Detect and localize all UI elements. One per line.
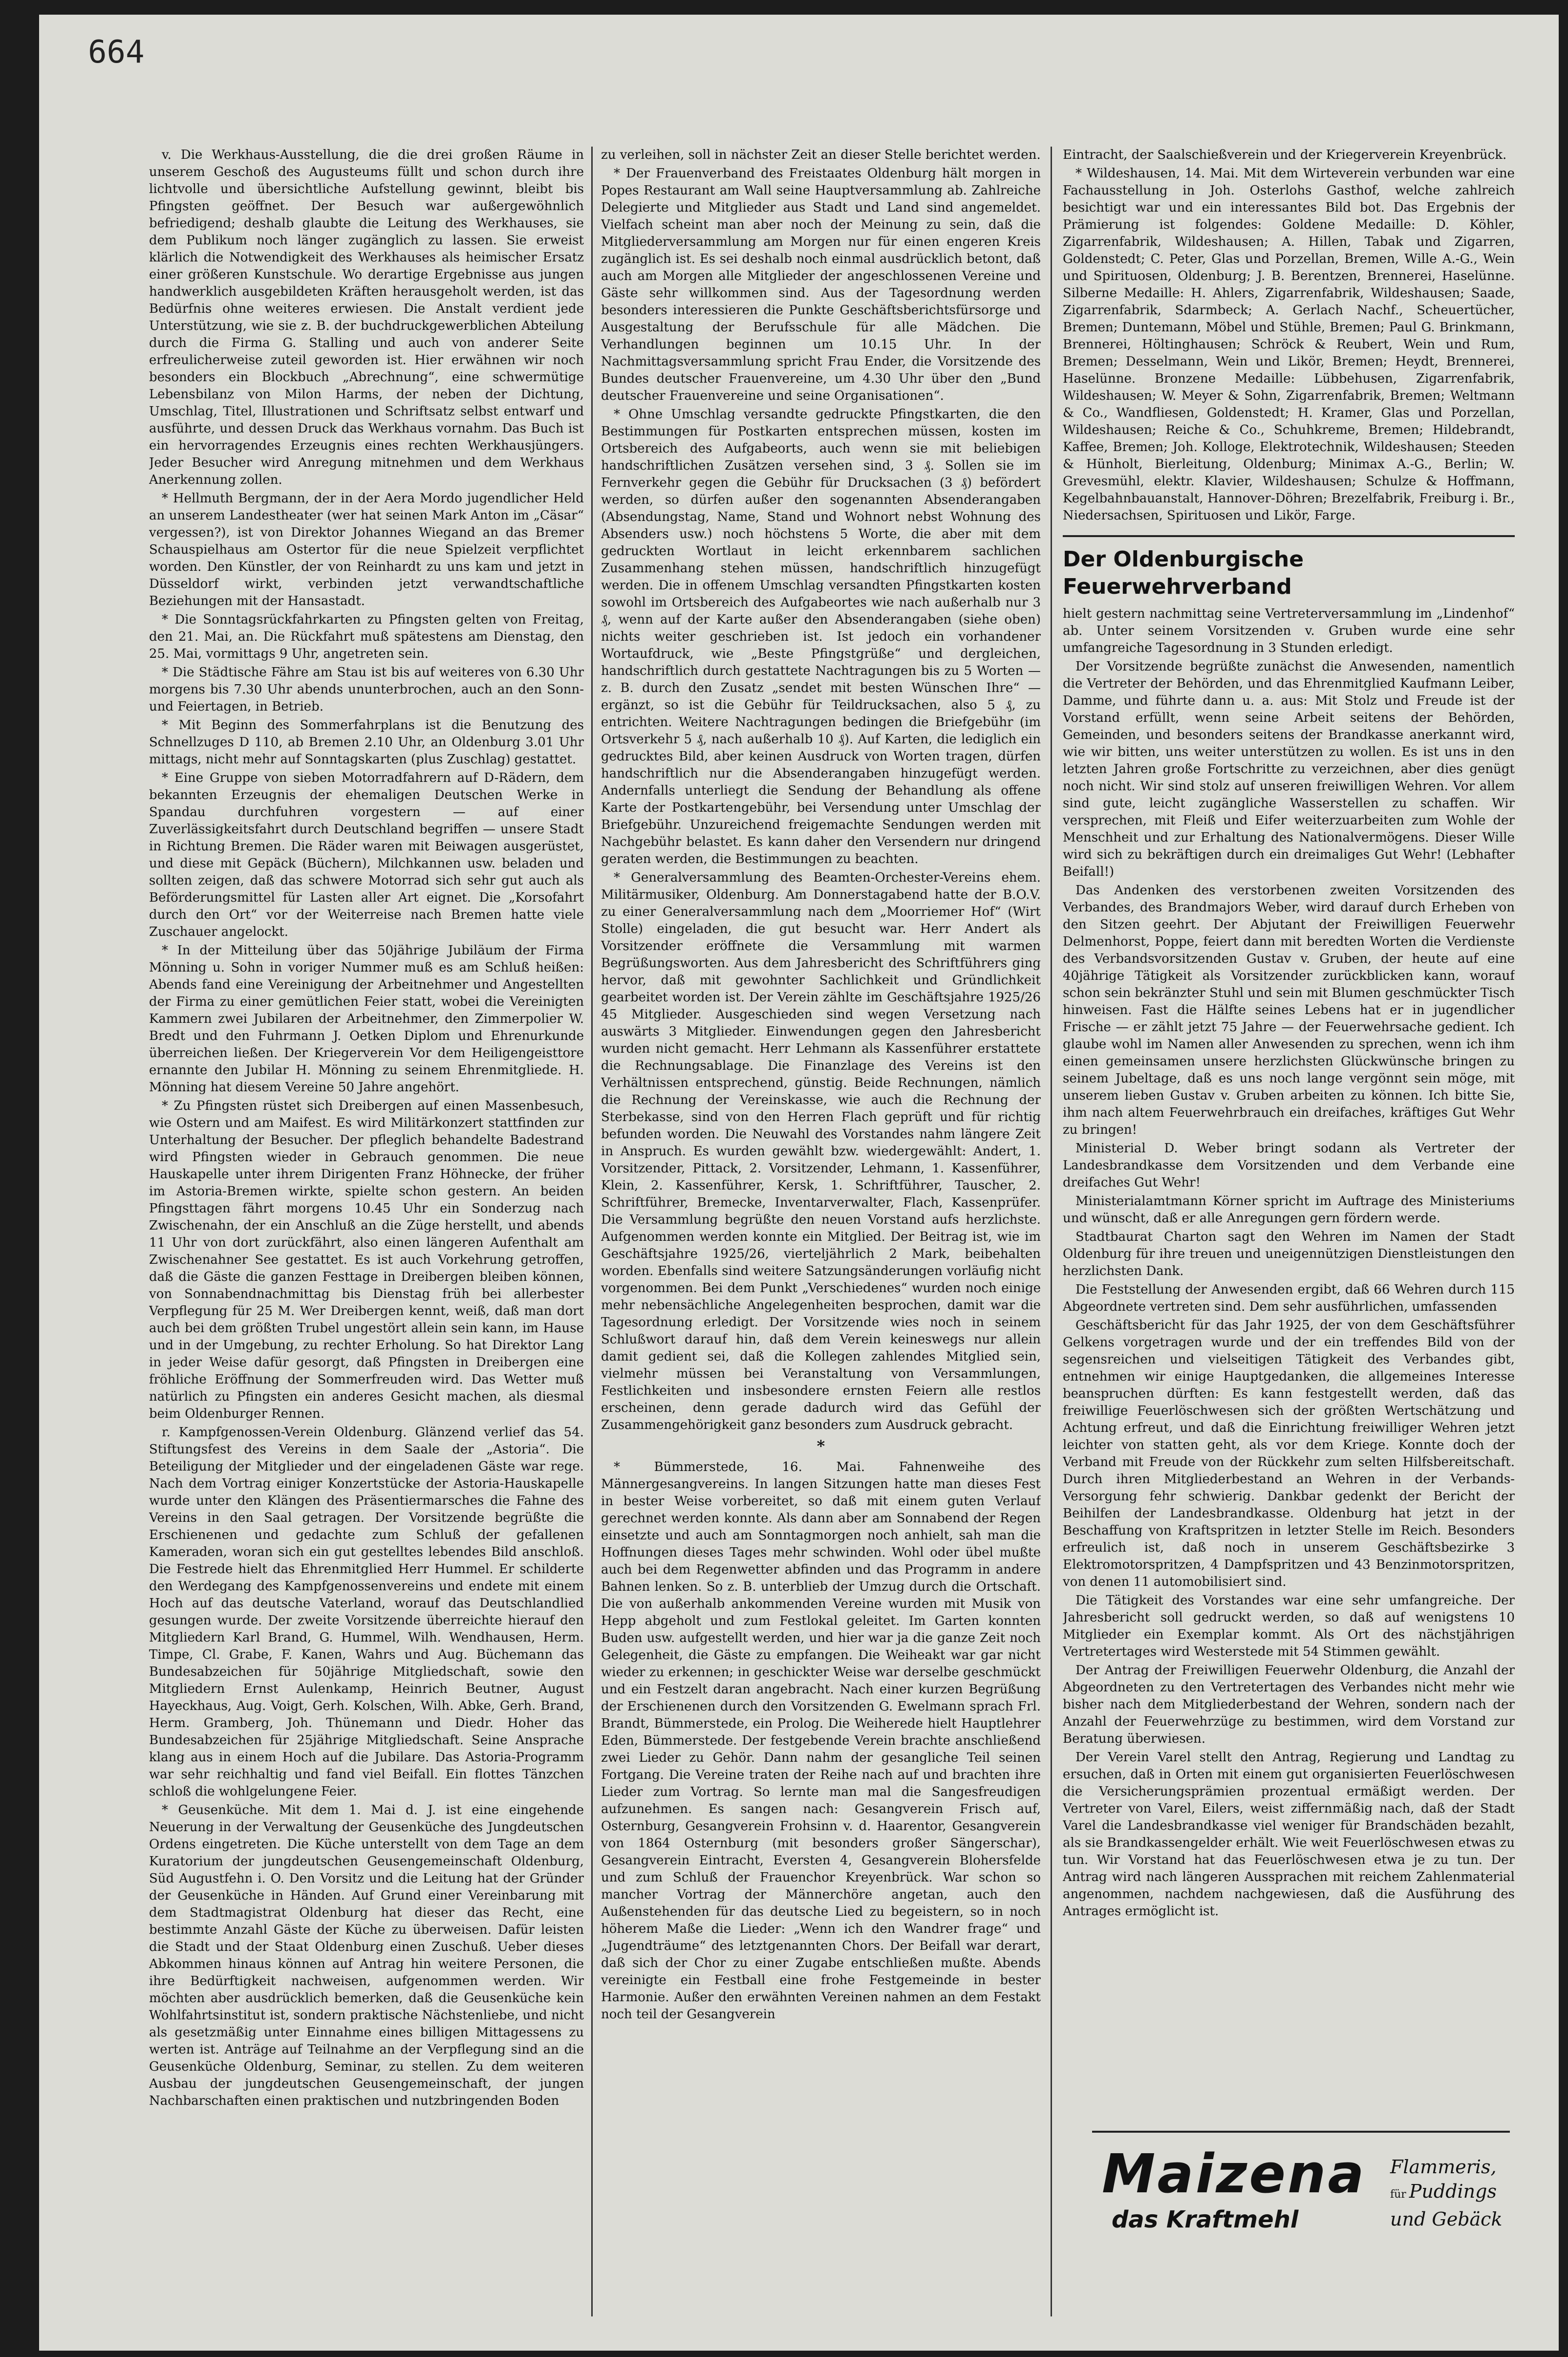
article-orchester-verein: * Generalversammlung des Beamten-Orchester-Vereins ehem. Militärmusiker, Oldenburg. Am Donnerstagabend hatte der B.O.V. zu einer Generalversammlung nach dem „Moorriemer Hof“ (Wirt Stolle) eingeladen, die gut besucht war. Herr Andert als Vorsitzender eröffnete die Versammlung mit warmen Begrüßungsworten. Aus dem Jahresbericht des Schriftführers ging hervor, daß mit gewohnter Sachlichkeit und Gründlichkeit gearbeitet worden ist. Der Verein zählte im Geschäftsjahre 1925/26 45 Mitglieder. Ausgeschieden sind wegen Versetzung nach auswärts 3 Mitglieder. Einwendungen gegen den Jahresbericht wurden nicht gemacht. Herr Lehmann als Kassenführer erstattete die Rechnungsablage. Die Finanzlage des Vereins ist den Verhältnissen entsprechend, günstig. Beide Rechnungen, nämlich die Rechnung der Vereinskasse, wie auch die Rechnung der Sterbekasse, sind von den Herren Flach geprüft und für richtig befunden worden. Die Neuwahl des Vorstandes nahm längere Zeit in Anspruch. Es wurden gewählt bzw. wiedergewählt: Andert, 1. Vorsitzender, Pittack, 2. Vorsitzender, Lehmann, 1. Kassenführer, Klein, 2. Kassenführer, Kersk, 1. Schriftführer, Tauscher, 2. Schriftführer, Bremecke, Inventarverwalter, Flach, Kassenprüfer. Die Versammlung begrüßte den neuen Vorstand aufs herzlichste. Aufgenommen werden konnte ein Mitglied. Der Beitrag ist, wie im Geschäftsjahre 1925/26, vierteljährlich 2 Mark, beibehalten worden. Ebenfalls sind weitere Satzungsänderungen vorläufig nicht vorgenommen. Bei dem Punkt „Verschiedenes“ wurden noch einige mehr nebensächliche Angelegenheiten besprochen, damit war die Tagesordnung erledigt. Der Vorsitzende wies noch in seinem Schlußwort darauf hin, daß dem Verein keineswegs nur allein damit gedient sei, daß die Kollegen zahlendes Mitglied sein, vielmehr müssen bei Veranstaltung von Versammlungen, Festlichkeiten und insbesondere ernsten Feiern alle restlos erscheinen, denn gerade dadurch wird das Gefühl der Zusammengehörigkeit ganz besonders zum Ausdruck gebracht. <box>601 870 1041 1432</box>
ad-product-3: und Gebäck <box>1390 2208 1503 2230</box>
feuerwehr-paragraph: Der Verein Varel stellt den Antrag, Regierung und Landtag zu ersuchen, daß in Orten mit einem gut organisierten Feuerlöschwesen die Versicherungsprämien prozentual ermäßigt werden. Der Vertreter von Varel, Eilers, weist ziffernmäßig nach, daß der Stadt Varel die Landesbrandkasse viel weniger für Brandschäden bezahlt, als sie Brandkassengelder erhält. Wie weit Feuerlöschwesen etwas zu tun. Wir Vorstand hat das Feuerlöschwesen etwa je zu tun. Der Antrag wird nach längeren Aussprachen mit reichem Zahlenmaterial angenommen, nachdem nachgewiesen, daß die Ausführung des Antrages ermöglicht ist. <box>1063 1750 1515 1919</box>
article-rueckfahrkarten: * Die Sonntagsrückfahrkarten zu Pfingsten gelten von Freitag, den 21. Mai, an. Die Rückfahrt muß spätestens am Dienstag, den 25. Mai, vormittags 9 Uhr, angetreten sein. <box>149 612 584 661</box>
article-buemmerstede: * Bümmerstede, 16. Mai. Fahnenweihe des Männergesangvereins. In langen Sitzungen hatte man dieses Fest in bester Weise vorbereitet, so daß mit einem guten Verlauf gerechnet werden konnte. Als dann aber am Sonnabend der Regen einsetzte und auch am Sonntagmorgen noch anhielt, sah man die Hoffnungen dieses Tages mehr schwinden. Wohl oder übel mußte auch bei dem Regenwetter abfinden und das Programm in andere Bahnen lenken. So z. B. unterblieb der Umzug durch die Ortschaft. Die von außerhalb ankommenden Vereine wurden mit Musik von Hepp abgeholt und zum Festlokal geleitet. Im Garten konnten Buden usw. aufgestellt werden, und hier war ja die ganze Zeit noch Gelegenheit, die Gäste zu empfangen. Die Weiheakt war gar nicht wieder zu erkennen; in geschickter Weise war derselbe geschmückt und ein Festzelt daran angebracht. Nach einer kurzen Begrüßung der Erschienenen durch den Vorsitzenden G. Ewelmann sprach Frl. Brandt, Bümmerstede, ein Prolog. Die Weiherede hielt Hauptlehrer Eden, Bümmerstede. Der festgebende Verein brachte anschließend zwei Lieder zu Gehör. Dann nahm der gesangliche Teil seinen Fortgang. Die Vereine traten der Reihe nach auf und brachten ihre Lieder zum Vortrag. So lernte man mal die Sangesfreudigen aufzunehmen. Es sangen nach: Gesangverein Frisch auf, Osternburg, Gesangverein Frohsinn v. d. Haarentor, Gesangverein von 1864 Osternburg (mit besonders großer Sängerschar), Gesangverein Eintracht, Eversten 4, Gesangverein Blohersfelde und zum Schluß der Frauenchor Kreyenbrück. War schon so mancher Vortrag der Männerchöre angetan, auch den Außenstehenden für das deutsche Lied zu begeistern, so in noch höherem Maße die Lieder: „Wenn ich den Wandrer frage“ und „Jugendträume“ des letztgenannten Chors. Der Beifall war derart, daß sich der Chor zu einer Zugabe entschließen mußte. Abends vereinigte ein Festball eine frohe Festgemeinde in bester Harmonie. Außer den erwähnten Vereinen nahmen an dem Festakt noch teil der Gesangverein <box>601 1460 1041 2022</box>
maizena-advertisement <box>1092 2131 1510 2260</box>
column-right <box>1063 147 1515 2336</box>
feuerwehr-intro: hielt gestern nachmittag seine Vertreterversammlung im „Lindenhof“ ab. Unter seinem Vorsitzenden v. Gruben wurde eine sehr umfangreiche Tagesordnung in 3 Stunden erledigt. <box>1063 606 1515 655</box>
feuerwehr-paragraph: Das Andenken des verstorbenen zweiten Vorsitzenden des Verbandes, des Brandmajors Weber, wird darauf durch Erheben von den Sitzen geehrt. Der Abjutant der Freiwilligen Feuerwehr Delmenhorst, Poppe, feiert dann mit beredten Worten die Verdienste des Verbandsvorsitzenden Gustav v. Gruben, der heute auf eine 40jährige Tätigkeit als Vorsitzender zurückblicken kann, worauf schon sein bekränzter Stuhl und sein mit Blumen geschmückter Tisch hinweisen. Fast die Hälfte seines Lebens hat er in jugendlicher Frische — er zählt jetzt 75 Jahre — der Feuerwehrsache gedient. Ich glaube wohl im Namen aller Anwesenden zu sprechen, wenn ich ihm einen gemeinsamen unsere herzlichsten Glückwünsche bringen zu seinem Jubeltage, daß es uns noch lange vergönnt sein möge, mit unserem lieben Gustav v. Gruben arbeiten zu können. Ich bitte Sie, ihm nach altem Feuerwehrbrauch ein dreifaches, kräftiges Gut Wehr zu bringen! <box>1063 883 1515 1137</box>
ad-brand-name: Maizena <box>1102 2142 1366 2205</box>
page-number: 664 <box>88 34 145 70</box>
feuerwehr-paragraph: Der Antrag der Freiwilligen Feuerwehr Oldenburg, die Anzahl der Abgeordneten zu den Vertretertagen des Verbandes nicht mehr wie bisher nach dem Mitgliederbestand der Wehren, sondern nach der Anzahl der Feuerwehrzüge zu bestimmen, wird dem Vorstand zur Beratung überwiesen. <box>1063 1663 1515 1746</box>
article-werkhaus: v. Die Werkhaus-Ausstellung, die die drei großen Räume in unserem Geschoß des Augusteums füllt und schon durch ihre lichtvolle und übersichtliche Aufstellung gewinnt, bleibt bis Pfingsten geöffnet. Der Besuch war außergewöhnlich befriedigend; deshalb glaubte die Leitung des Werkhauses, sie dem Publikum noch länger zugänglich zu lassen. Sie erweist klärlich die Notwendigkeit des Werkhauses als heimischer Ersatz einer größeren Kunstschule. Wo derartige Ergebnisse aus jungen handwerklich ausgebildeten Kräften herausgeholt werden, ist das Bedürfnis ohne weiteres erwiesen. Die Anstalt verdient jede Unterstützung, wie sie z. B. der buchdruckgewerblichen Abteilung durch die Firma G. Stalling und auch von anderer Seite erfreulicherweise zuteil geworden ist. Hier erwähnen wir noch besonders ein Blockbuch „Abrechnung“, eine schwermütige Lebensbilanz von Milon Harms, der neben der Dichtung, Umschlag, Titel, Illustrationen und Schriftsatz selbst entwarf und ausführte, und dessen Druck das Werkhaus vornahm. Das Buch ist ein hervorragendes Erzeugnis eines rechten Werkhausjüngers. Jeder Besucher wird Anregung mitnehmen und dem Werkhaus Anerkennung zollen. <box>149 148 584 487</box>
article-kampfgenossen: r. Kampfgenossen-Verein Oldenburg. Glänzend verlief das 54. Stiftungsfest des Vereins in dem Saale der „Astoria“. Die Beteiligung der Mitglieder und der eingeladenen Gäste war rege. Nach dem Vortrag einiger Konzertstücke der Astoria-Hauskapelle wurde unter den Klängen des Präsentiermarsches die Fahne des Vereins in den Saal getragen. Der Vorsitzende begrüßte die Erschienenen und gedachte zum Schluß der gefallenen Kameraden, woran sich ein gut gestelltes lebendes Bild anschloß. Die Festrede hielt das Ehrenmitglied Herr Hummel. Er schilderte den Werdegang des Kampfgenossenvereins und endete mit einem Hoch auf das deutsche Vaterland, worauf das Deutschlandlied gesungen wurde. Der zweite Vorsitzende überreichte hierauf den Mitgliedern Karl Brand, G. Hummel, Wilh. Wendhausen, Herm. Timpe, Cl. Grabe, F. Kanen, Wahrs und Aug. Büchemann das Bundesabzeichen für 50jährige Mitgliedschaft, sowie den Mitgliedern Ernst Aulenkamp, Heinrich Beutner, August Hayeckhaus, Aug. Voigt, Gerh. Kolschen, Wilh. Abke, Gerh. Brand, Herm. Gramberg, Joh. Thünemann und Diedr. Hoher das Bundesabzeichen für 25jährige Mitgliedschaft. Seine Ansprache klang aus in einem Hoch auf die Jubilare. Das Astoria-Programm war sehr reichhaltig und fand viel Beifall. Ein flottes Tänzchen schloß die wohlgelungene Feier. <box>149 1425 584 1799</box>
ad-tagline: das Kraftmehl <box>1112 2206 1299 2233</box>
article-bergmann: * Hellmuth Bergmann, der in der Aera Mordo jugendlicher Held an unserem Landestheater (wer hat seinen Mark Anton im „Cäsar“ vergessen?), ist von Direktor Johannes Wiegand an das Bremer Schauspielhaus am Ostertor für die neue Spielzeit verpflichtet worden. Den Künstler, der von Reinhardt zu uns kam und jetzt in Düsseldorf wirkt, verbinden jetzt verwandtschaftliche Beziehungen mit der Hansastadt. <box>149 491 584 608</box>
column-left <box>149 147 584 2336</box>
feuerwehr-paragraph: Die Feststellung der Anwesenden ergibt, daß 66 Wehren durch 115 Abgeordnete vertreten sind. Dem sehr ausführlichen, umfassenden <box>1063 1282 1515 1314</box>
article-kreyenbrueck-end: Eintracht, der Saalschießverein und der Kriegerverein Kreyenbrück. <box>1063 148 1507 162</box>
ad-small-word: für <box>1390 2188 1406 2201</box>
article-motorradfahrer: * Eine Gruppe von sieben Motorradfahrern auf D-Rädern, dem bekannten Erzeugnis der ehemaligen Deutschen Werke in Spandau durchfuhren vorgestern — auf einer Zuverlässigkeitsfahrt durch Deutschland begriffen — unsere Stadt in Richtung Bremen. Die Räder waren mit Beiwagen ausgerüstet, und diese mit Gepäck (Büchern), Milchkannen usw. beladen und sollten zeigen, daß das schwere Motorrad sich sehr gut auch als Beförderungsmittel für Lasten aller Art eignet. Die „Korsofahrt durch den Ort“ vor der Weiterreise nach Bremen hatte viele Zuschauer angelockt. <box>149 771 584 939</box>
ad-product-1: Flammeris, <box>1390 2156 1497 2178</box>
column-middle <box>601 147 1041 2336</box>
feuerwehr-paragraph: Geschäftsbericht für das Jahr 1925, der von dem Geschäftsführer Gelkens vorgetragen wurde und der ein treffendes Bild von der segensreichen und vielseitigen Tätigkeit des Verbandes gibt, entnehmen wir einige Hauptgedanken, die allgemeines Interesse beanspruchen dürften: Es kann festgestellt werden, daß das freiwillige Feuerlöschwesen sich der größten Wertschätzung und Achtung erfreut, und daß die Einrichtung freiwilliger Wehren jetzt leichter von statten geht, als vor dem Kriege. Konnte doch der Verband mit Freude von der Rückkehr zum selten Hilfsbereitschaft. Durch ihren Mitgliederbestand an Wehren in der Verbands- Versorgung fehr schwierig. Dankbar gedenkt der Bericht der Beihilfen der Landesbrandkasse. Oldenburg hat jetzt in der Beschaffung von Kraftspritzen in letzter Stelle im Reich. Besonders erfreulich ist, daß noch in unserem Geschäftsbezirke 3 Elektromotorspritzen, 4 Dampfspritzen und 43 Benzinmotorspritzen, von denen 11 automobilisiert sind. <box>1063 1318 1515 1589</box>
article-moenning: * In der Mitteilung über das 50jährige Jubiläum der Firma Mönning u. Sohn in voriger Nummer muß es am Schluß heißen: Abends fand eine Vereinigung der Arbeitnehmer und Angestellten der Firma zu einer gemütlichen Feier statt, wobei die Vereinigten Kammern zwei Jubilaren der Arbeitnehmer, den Zimmerpolier W. Bredt und den Fuhrmann J. Oetken Diplom und Ehrenurkunde überreichen ließen. Der Kriegerverein Vor dem Heiligengeisttore ernannte den Jubilar H. Mönning zu seinem Ehrenmitgliede. H. Mönning hat diesem Vereine 50 Jahre angehört. <box>149 943 584 1095</box>
ad-product-2-line <box>1390 2179 1502 2207</box>
article-faehre: * Die Städtische Fähre am Stau ist bis auf weiteres von 6.30 Uhr morgens bis 7.30 Uhr abends ununterbrochen, auch an den Sonn- und Feiertagen, in Betrieb. <box>149 665 584 714</box>
feuerwehr-headline: Der Oldenburgische Feuerwehrverband <box>1063 535 1515 601</box>
article-sommerfahrplan: * Mit Beginn des Sommerfahrplans ist die Benutzung des Schnellzuges D 110, ab Bremen 2.10 Uhr, an Oldenburg 3.01 Uhr mittags, nicht mehr auf Sonntagskarten (plus Zuschlag) gestattet. <box>149 718 584 767</box>
feuerwehr-paragraph: Die Tätigkeit des Vorstandes war eine sehr umfangreiche. Der Jahresbericht soll gedruckt werden, so daß auf wenigstens 10 Mitglieder ein Exemplar kommt. Als Ort des nächstjährigen Vertretertages wird Westerstede mit 54 Stimmen gewählt. <box>1063 1593 1515 1659</box>
article-dreibergen: * Zu Pfingsten rüstet sich Dreibergen auf einen Massenbesuch, wie Ostern und am Maifest. Es wird Militärkonzert stattfinden zur Unterhaltung der Besucher. Der pfleglich behandelte Badestrand wird Pfingsten wieder in Gebrauch genommen. Die neue Hauskapelle unter ihrem Dirigenten Franz Höhnecke, der früher im Astoria-Bremen wirkte, spielte schon gestern. An beiden Pfingsttagen fährt morgens 10.45 Uhr ein Sonderzug nach Zwischenahn, der ein Anschluß an die Züge herstellt, und abends 11 Uhr von dort zurückfährt, also einen längeren Aufenthalt am Zwischenahner See gestattet. Es ist auch Vorkehrung getroffen, daß die Gäste die ganzen Festtage in Dreibergen bleiben können, von Sonnabendnachmittag bis Dienstag früh bei allerbester Verpflegung für 25 M. Wer Dreibergen kennt, weiß, daß man dort auch bei dem größten Trubel ungestört allein sein kann, im Hause und in der Umgebung, zu rechter Erholung. So hat Direktor Lang in jeder Weise dafür gesorgt, daß Pfingsten in Dreibergen eine fröhliche Eröffnung der Sommerfreuden wird. Das Wetter muß natürlich zu Pfingsten ein anderes Gesicht machen, als diesmal beim Oldenburger Rennen. <box>149 1099 584 1421</box>
feuerwehr-paragraph: Der Vorsitzende begrüßte zunächst die Anwesenden, namentlich die Vertreter der Behörden, und das Ehrenmitglied Kaufmann Leiber, Damme, und führte dann u. a. aus: Mit Stolz und Freude ist der Vorstand erfüllt, wenn seine Arbeit seitens der Behörden, Gemeinden, und besonders seitens der Brandkasse anerkannt wird, wie wir bitten, uns weiter unterstützen zu wollen. Es ist uns in den letzten Jahren große Fortschritte zu verzeichnen, aber dies genügt noch nicht. Wir sind stolz auf unseren freiwilligen Wehren. Vor allem sind gute, leicht zugängliche Wasserstellen zu schaffen. Wir versprechen, mit Fleiß und Eifer weiterzuarbeiten zum Wohle der Menschheit und zur Erhaltung des Nationalvermögens. Dieser Wille wird sich zu bekräftigen durch ein dreimaliges Gut Wehr! (Lebhafter Beifall!) <box>1063 659 1515 879</box>
article-wildeshausen: * Wildeshausen, 14. Mai. Mit dem Wirteverein verbunden war eine Fachausstellung in Joh. Osterlohs Gasthof, welche zahlreich besichtigt war und ein interessantes Bild bot. Das Ergebnis der Prämierung ist folgendes: Goldene Medaille: D. Köhler, Zigarrenfabrik, Wildeshausen; A. Hillen, Tabak und Zigarren, Goldenstedt; C. Peter, Glas und Porzellan, Bremen, Wille A.-G., Wein und Spirituosen, Oldenburg; J. B. Berentzen, Brennerei, Haselünne. Silberne Medaille: H. Ahlers, Zigarrenfabrik, Wildeshausen; Saade, Zigarrenfabrik, Sdarmbeck; A. Gerlach Nachf., Scheuertücher, Bremen; Duntemann, Möbel und Stühle, Bremen; Paul G. Brinkmann, Brennerei, Höltinghausen; Schröck & Reubert, Wein und Rum, Bremen; Desselmann, Wein und Likör, Bremen; Heydt, Brennerei, Haselünne. Bronzene Medaille: Lübbehusen, Zigarrenfabrik, Wildeshausen; W. Meyer & Sohn, Zigarrenfabrik, Bremen; Weltmann & Co., Wandfliesen, Goldenstedt; H. Kramer, Glas und Porzellan, Wildeshausen; Reiche & Co., Schuhkreme, Bremen; Hildebrandt, Kaffee, Bremen; Joh. Kolloge, Elektrotechnik, Wildeshausen; Steeden & Hünholt, Bierleitung, Oldenburg; Minimax A.-G., Berlin; W. Grevesmühl, elektr. Klavier, Wildeshausen; Schulze & Hoffmann, Kegelbahnbauanstalt, Hannover-Döhren; Brezelfabrik, Freiburg i. Br., Niedersachsen, Spirituosen und Likör, Farge. <box>1063 166 1515 523</box>
feuerwehr-paragraph: Stadtbaurat Charton sagt den Wehren im Namen der Stadt Oldenburg für ihre treuen und uneigennützigen Dienstleistungen den herzlichsten Dank. <box>1063 1230 1515 1278</box>
column-rule-left <box>591 147 593 2316</box>
feuerwehr-paragraph: Ministerialamtmann Körner spricht im Auftrage des Ministeriums und wünscht, daß er alle Anregungen gern fördern werde. <box>1063 1194 1515 1226</box>
column-rule-right <box>1051 147 1052 2316</box>
newspaper-page <box>39 15 1559 2351</box>
article-continuation: zu verleihen, soll in nächster Zeit an dieser Stelle berichtet werden. <box>601 148 1041 162</box>
ad-product-2: Puddings <box>1409 2181 1497 2202</box>
section-separator: * <box>816 1437 825 1455</box>
ad-product-list <box>1390 2155 1502 2231</box>
article-pfingstkarten: * Ohne Umschlag versandte gedruckte Pfingstkarten, die den Bestimmungen für Postkarten entsprechen müssen, kosten im Ortsbereich des Aufgabeorts, auch wenn sie mit beliebigen handschriftlichen Zusätzen versehen sind, 3 ₰. Sollen sie im Fernverkehr gegen die Gebühr für Drucksachen (3 ₰) befördert werden, so dürfen außer den sogenannten Absenderangaben (Absendungstag, Name, Stand und Wohnort nebst Wohnung des Absenders usw.) noch höchstens 5 Worte, die aber mit dem gedruckten Wortlaut in leicht erkennbarem sachlichen Zusammenhang stehen müssen, handschriftlich hinzugefügt werden. Die in offenem Umschlag versandten Pfingstkarten kosten sowohl im Ortsbereich des Aufgabeortes wie nach außerhalb nur 3 ₰, wenn auf der Karte außer den Absenderangaben (siehe oben) nichts weiter geschrieben ist. Ist jedoch ein vorhandener Wortaufdruck, wie „Beste Pfingstgrüße“ und dergleichen, handschriftlich durch gestattete Nachtragungen bis zu 5 Worten — z. B. durch den Zusatz „sendet mit besten Wünschen Ihre“ — ergänzt, so ist die Gebühr für Teildrucksachen, also 5 ₰, zu entrichten. Weitere Nachtragungen bedingen die Briefgebühr (im Ortsverkehr 5 ₰, nach außerhalb 10 ₰). Auf Karten, die lediglich ein gedrucktes Bild, aber keinen Ausdruck von Worten tragen, dürfen handschriftlich nur die Absenderangaben hinzugefügt werden. Andernfalls unterliegt die Sendung der Behandlung als offene Karte der Postkartengebühr, bei Versendung unter Umschlag der Briefgebühr. Unzureichend freigemachte Sendungen werden mit Nachgebühr belastet. Es kann daher den Versendern nur dringend geraten werden, die Bestimmungen zu beachten. <box>601 407 1041 866</box>
article-frauenverband: * Der Frauenverband des Freistaates Oldenburg hält morgen in Popes Restaurant am Wall seine Hauptversammlung ab. Zahlreiche Delegierte und Mitglieder aus Stadt und Land sind angemeldet. Vielfach scheint man aber noch der Meinung zu sein, daß die Mitgliederversammlung am Morgen nur für einen engeren Kreis zugänglich ist. Es sei deshalb noch einmal ausdrücklich betont, daß auch am Morgen alle Mitglieder der angeschlossenen Vereine und Gäste sehr willkommen sind. Aus der Tagesordnung werden besonders interessieren die Punkte Geschäftsberichtsfürsorge und Ausgestaltung der Berufsschule für alle Mädchen. Die Verhandlungen beginnen um 10.15 Uhr. In der Nachmittagsversammlung spricht Frau Ender, die Vorsitzende des Bundes deutscher Frauenvereine, um 4.30 Uhr über den „Bund deutscher Frauenvereine und seine Organisationen“. <box>601 166 1041 403</box>
feuerwehr-paragraph: Ministerial D. Weber bringt sodann als Vertreter der Landesbrandkasse dem Vorsitzenden und dem Verbande eine dreifaches Gut Wehr! <box>1063 1141 1515 1190</box>
article-geusenkueche: * Geusenküche. Mit dem 1. Mai d. J. ist eine eingehende Neuerung in der Verwaltung der Geusenküche des Jungdeutschen Ordens eingetreten. Die Küche unterstellt von dem Tage an dem Kuratorium der jungdeutschen Geusengemeinschaft Oldenburg, Süd Augustfehn i. O. Den Vorsitz und die Leitung hat der Gründer der Geusenküche in Händen. Auf Grund einer Vereinbarung mit dem Stadtmagistrat Oldenburg hat dieser das Recht, eine bestimmte Anzahl Gäste der Küche zu überweisen. Dafür leisten die Stadt und der Staat Oldenburg einen Zuschuß. Ueber dieses Abkommen hinaus können auf Antrag hin weitere Personen, die ihre Bedürftigkeit nachweisen, aufgenommen werden. Wir möchten aber ausdrücklich bemerken, daß die Geusenküche kein Wohlfahrtsinstitut ist, sondern praktische Nächstenliebe, und nicht als gesetzmäßig unter Einnahme eines billigen Mittagessens zu werten ist. Anträge auf Teilnahme an der Verpflegung sind an die Geusenküche Oldenburg, Seminar, zu stellen. Zu dem weiteren Ausbau der jungdeutschen Geusengemeinschaft, der jungen Nachbarschaften einen praktischen und nutzbringenden Boden <box>149 1803 584 2108</box>
